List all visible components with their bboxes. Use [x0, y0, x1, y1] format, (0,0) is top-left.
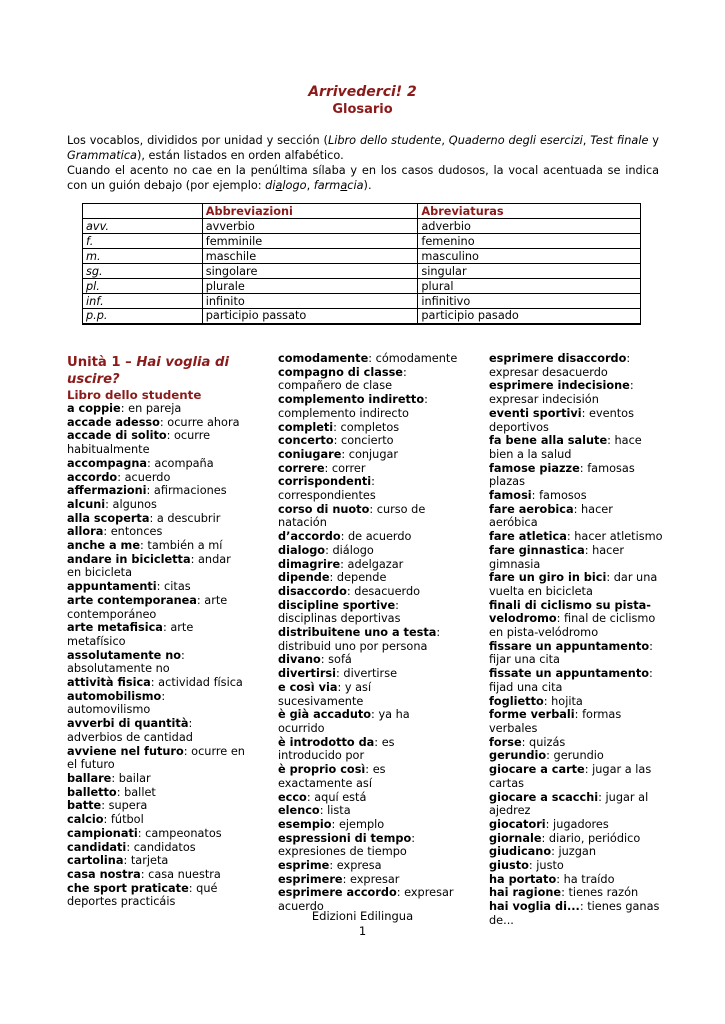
glossary-entry: fa bene alla salute: hace bien a la salud [489, 434, 642, 461]
glossary-translation: expresar acuerdo [278, 886, 454, 914]
table-row [83, 249, 641, 264]
glossary-term: dipende [278, 571, 330, 585]
glossary-entry: attività fisica: actividad física [67, 676, 243, 690]
glossary-entry: alcuni: algunos [67, 497, 157, 511]
table-cell: masculino [418, 249, 641, 264]
glossary-entry: corso di nuoto: curso de natación [278, 502, 426, 530]
glossary-column-3 [489, 352, 664, 928]
glossary-translation: conjugar [345, 447, 399, 461]
glossary-translation: supera [105, 799, 148, 813]
page-footer [0, 909, 725, 939]
glossary-entry: espressioni di tempo: expresiones de tiempo [278, 831, 416, 859]
glossary-term: fare ginnastica [489, 543, 585, 557]
glossary-term: accade di solito [67, 429, 167, 443]
glossary-translation: hacer atletismo [570, 530, 663, 544]
glossary-term: arte metafisica [67, 621, 163, 635]
glossary-translation: famosos [535, 489, 587, 503]
glossary-column-1 [67, 352, 245, 909]
table-cell: pl. [83, 279, 203, 294]
table-cell: inf. [83, 294, 203, 309]
glossary-term: accompagna [67, 456, 148, 470]
glossary-term: fare un giro in bici [489, 571, 607, 585]
glossary-entry: arte contemporanea: arte contemporáneo [67, 593, 228, 621]
glossary-translation: acuerdo [121, 470, 171, 484]
table-row [83, 309, 641, 324]
glossary-entry: foglietto: hojita [489, 694, 583, 708]
glossary-term: alcuni [67, 497, 106, 511]
glossary-entry: arte metafisica: arte metafísico [67, 621, 194, 648]
glossary-translation: a descubrir [153, 511, 221, 525]
glossary-entry: distribuitene uno a testa: distribuid uno por persona [278, 626, 441, 653]
glossary-term: divertirsi [278, 667, 336, 681]
glossary-term: esprimere accordo [278, 886, 397, 900]
table-cell: plurale [202, 279, 418, 294]
glossary-entry: forme verbali: formas verbales [489, 708, 622, 735]
glossary-term: giocatori [489, 817, 546, 831]
glossary-term: correre [278, 461, 325, 475]
glossary-term: espressioni di tempo [278, 831, 412, 845]
glossary-entry: complemento indiretto: complemento indirecto [278, 393, 428, 420]
glossary-term: esempio [278, 817, 332, 831]
glossary-entry: giornale: diario, periódico [489, 831, 641, 845]
table-cell: singolare [202, 264, 418, 279]
glossary-term: foglietto [489, 694, 544, 708]
glossary-translation: ocurre ahora [163, 415, 240, 429]
table-cell: avv. [83, 219, 203, 234]
glossary-column-2 [278, 352, 458, 914]
glossary-entry: correre: correr [278, 461, 366, 475]
table-cell: maschile [202, 249, 418, 264]
glossary-entry: accade di solito: ocurre habitualmente [67, 429, 211, 457]
glossary-entry: ballare: bailar [67, 771, 151, 785]
glossary-term: accordo [67, 470, 118, 484]
glossary-translation: expresar indecisión [489, 393, 599, 407]
glossary-term: balletto [67, 785, 117, 799]
glossary-translation: adelgazar [343, 557, 404, 571]
glossary-entry: a coppie: en pareja [67, 402, 182, 415]
glossary-term: discipline sportive [278, 598, 396, 612]
glossary-translation: formas verbales [489, 708, 622, 735]
table-header-row [83, 204, 641, 219]
glossary-translation: expresa [333, 859, 382, 873]
glossary-entry: corrispondenti: correspondientes [278, 475, 376, 503]
glossary-term: distribuitene uno a testa [278, 626, 437, 640]
glossary-translation: tienes ganas de... [489, 900, 660, 927]
glossary-translation: fijar una cita [489, 653, 560, 667]
glossary-entry: fare un giro in bici: dar una vuelta en bicicleta [489, 571, 658, 598]
glossary-entry: divertirsi: divertirse [278, 667, 398, 681]
table-cell: avverbio [202, 219, 418, 234]
glossary-term: comodamente [278, 352, 369, 365]
glossary-translation: tarjeta [127, 854, 169, 868]
glossary-translation: disciplinas deportivas [278, 612, 401, 626]
glossary-entry: forse: quizás [489, 735, 566, 749]
glossary-entry: finali di ciclismo su pista-velodromo: final de ciclismo en pista-velódromo [489, 598, 656, 640]
table-cell: infinito [202, 294, 418, 309]
glossary-entry: avviene nel futuro: ocurre en el futuro [67, 744, 245, 772]
glossary-entry: coniugare: conjugar [278, 447, 399, 461]
glossary-term: giocare a scacchi [489, 790, 599, 804]
glossary-term: forse [489, 735, 522, 749]
glossary-entry: esempio: ejemplo [278, 817, 385, 831]
glossary-translation: divertirse [339, 667, 398, 681]
glossary-translation: también a mí [143, 539, 223, 553]
section-title: Libro dello studente [67, 388, 202, 402]
glossary-term: avverbi di quantità [67, 717, 189, 731]
glossary-translation: casa nuestra [144, 867, 221, 881]
glossary-term: batte [67, 799, 102, 813]
glossary-entry: disaccordo: desacuerdo [278, 584, 421, 598]
glossary-term: candidati [67, 840, 127, 854]
glossary-term: allora [67, 525, 104, 539]
glossary-translation: qué deportes practicáis [67, 881, 218, 909]
glossary-term: dialogo [278, 543, 326, 557]
glossary-translation: quizás [525, 735, 566, 749]
glossary-term: disaccordo [278, 584, 347, 598]
table-row [83, 279, 641, 294]
glossary-translation: acompaña [150, 456, 214, 470]
glossary-term: eventi sportivi [489, 406, 582, 420]
page-number: 1 [358, 924, 367, 938]
glossary-entry: appuntamenti: citas [67, 580, 191, 594]
glossary-term: concerto [278, 434, 334, 448]
glossary-entry: fare aerobica: hacer aeróbica [489, 502, 613, 530]
glossary-entry: anche a me: también a mí [67, 539, 223, 553]
glossary-entry: balletto: ballet [67, 785, 156, 799]
publisher-name: Edizioni Edilingua [311, 909, 414, 923]
glossary-translation: bailar [115, 771, 151, 785]
table-cell: plural [418, 279, 641, 294]
title-block [0, 84, 725, 118]
glossary-translation: sofá [324, 653, 352, 667]
glossary-translation: diálogo [328, 543, 374, 557]
glossary-entry: accompagna: acompaña [67, 456, 214, 470]
glossary-term: corrispondenti [278, 475, 372, 489]
glossary-entry: allora: entonces [67, 525, 163, 539]
glossary-translation: absolutamente no [67, 662, 170, 676]
glossary-term: fare aerobica [489, 502, 574, 516]
table-cell: sg. [83, 264, 203, 279]
glossary-entry: esprime: expresa [278, 859, 382, 873]
glossary-term: appuntamenti [67, 580, 157, 594]
glossary-translation: adverbios de cantidad [67, 730, 193, 744]
glossary-entry: avverbi di quantità: adverbios de cantidad [67, 717, 193, 744]
glossary-term: a coppie [67, 402, 121, 415]
glossary-translation: afirmaciones [150, 484, 227, 498]
glossary-translation: completos [336, 420, 400, 434]
glossary-entry: d’accordo: de acuerdo [278, 530, 412, 544]
glossary-entry: giocare a carte: jugar a las cartas [489, 763, 652, 790]
glossary-translation: expresiones de tiempo [278, 845, 407, 859]
glossary-term: giusto [489, 859, 529, 873]
glossary-term: giocare a carte [489, 763, 585, 777]
glossary-entry: gerundio: gerundio [489, 749, 604, 763]
glossary-entry: assolutamente no: absolutamente no [67, 648, 185, 676]
glossary-term: affermazioni [67, 484, 147, 498]
glossary-entry: candidati: candidatos [67, 840, 196, 854]
abbreviations-table [82, 203, 641, 325]
glossary-term: divano [278, 653, 321, 667]
glossary-term: ha portato [489, 872, 557, 886]
glossary-term: che sport praticate [67, 881, 189, 895]
glossary-term: fissare un appuntamento [489, 639, 650, 653]
glossary-translation: ejemplo [335, 817, 385, 831]
glossary-translation: desacuerdo [350, 584, 421, 598]
glossary-entry: è proprio così: es exactamente así [278, 763, 386, 790]
glossary-translation: lista [323, 804, 351, 818]
glossary-term: esprime [278, 859, 330, 873]
table-cell: singular [418, 264, 641, 279]
glossary-entry: dialogo: diálogo [278, 543, 374, 557]
glossary-term: andare in bicicletta [67, 552, 191, 566]
glossary-entry: dimagrire: adelgazar [278, 557, 404, 571]
table-cell: adverbio [418, 219, 641, 234]
glossary-entry: accade adesso: ocurre ahora [67, 415, 240, 429]
glossary-entry: esprimere: expresar [278, 872, 400, 886]
glossary-translation: citas [160, 580, 191, 594]
glossary-translation: hojita [547, 694, 583, 708]
glossary-term: esprimere [278, 872, 343, 886]
glossary-translation: ocurre habitualmente [67, 429, 211, 457]
glossary-term: coniugare [278, 447, 342, 461]
glossary-translation: expresar desacuerdo [489, 365, 608, 379]
table-row [83, 294, 641, 309]
glossary-translation: ya ha ocurrido [278, 708, 410, 735]
glossary-translation: justo [532, 859, 564, 873]
glossary-entry: compagno di classe: compañero de clase [278, 365, 407, 393]
glossary-translation: hacer aeróbica [489, 502, 613, 530]
glossary-translation: hace bien a la salud [489, 434, 642, 461]
glossary-translation: compañero de clase [278, 379, 393, 393]
glossary-term: fare atletica [489, 530, 567, 544]
table-cell: participio pasado [418, 309, 641, 324]
glossary-entry: automobilismo: automovilismo [67, 689, 166, 717]
glossary-term: giudicano [489, 845, 552, 859]
table-cell: infinitivo [418, 294, 641, 309]
intro-text [67, 133, 659, 193]
glossary-translation: eventos deportivos [489, 406, 634, 434]
glossary-translation: entonces [107, 525, 163, 539]
glossary-translation: ha traído [560, 872, 615, 886]
glossary-entry: divano: sofá [278, 653, 352, 667]
glossary-translation: famosas plazas [489, 461, 635, 489]
glossary-term: calcio [67, 813, 104, 827]
glossary-term: forme verbali [489, 708, 575, 722]
glossary-entry: ha portato: ha traído [489, 872, 615, 886]
glossary-term: alla scoperta [67, 511, 150, 525]
glossary-term: casa nostra [67, 867, 141, 881]
glossary-term: corso di nuoto [278, 502, 370, 516]
glossary-translation: arte metafísico [67, 621, 194, 648]
table-row [83, 219, 641, 234]
table-cell: femenino [418, 234, 641, 249]
glossary-translation: gerundio [549, 749, 604, 763]
glossary-term: compagno di classe [278, 365, 403, 379]
glossary-entry: casa nostra: casa nuestra [67, 867, 221, 881]
glossary-entry: fissare un appuntamento: fijar una cita [489, 639, 653, 667]
glossary-term: fissate un appuntamento [489, 667, 649, 681]
glossary-term: automobilismo [67, 689, 162, 703]
glossary-translation: es introducido por [278, 735, 395, 763]
glossary-term: finali di ciclismo su pista-velodromo [489, 598, 651, 626]
glossary-term: hai ragione [489, 886, 562, 900]
glossary-translation: correspondientes [278, 489, 376, 503]
glossary-term: d’accordo [278, 530, 341, 544]
glossary-translation: arte contemporáneo [67, 593, 228, 621]
table-cell: m. [83, 249, 203, 264]
glossary-translation: ballet [120, 785, 156, 799]
glossary-term: giornale [489, 831, 542, 845]
glossary-entry: discipline sportive: disciplinas deportivas [278, 598, 401, 626]
glossary-entry: hai ragione: tienes razón [489, 886, 639, 900]
glossary-entry: famosi: famosos [489, 489, 587, 503]
glossary-translation: fútbol [107, 813, 144, 827]
glossary-term: ecco [278, 790, 307, 804]
glossary-term: campionati [67, 826, 138, 840]
glossary-entry: giusto: justo [489, 859, 564, 873]
glossary-entry: famose piazze: famosas plazas [489, 461, 635, 489]
glossary-translation: cómodamente [372, 352, 458, 365]
glossary-translation: distribuid uno por persona [278, 639, 428, 653]
glossary-entry: campionati: campeonatos [67, 826, 222, 840]
glossary-term: accade adesso [67, 415, 160, 429]
glossary-translation: hacer gimnasia [489, 543, 624, 571]
glossary-term: fa bene alla salute [489, 434, 608, 448]
glossary-term: elenco [278, 804, 320, 818]
glossary-translation: juzgan [554, 845, 596, 859]
glossary-term: cartolina [67, 854, 124, 868]
table-header-cell [83, 204, 203, 219]
glossary-entry: eventi sportivi: eventos deportivos [489, 406, 634, 434]
glossary-term: esprimere indecisione [489, 379, 630, 393]
glossary-entry: hai voglia di...: tienes ganas de... [489, 900, 660, 927]
glossary-entry: concerto: concierto [278, 434, 394, 448]
glossary-translation: jugar a las cartas [489, 763, 652, 790]
unit-title: Unità 1 – Hai voglia di uscire? [67, 355, 230, 387]
glossary-entry: accordo: acuerdo [67, 470, 171, 484]
glossary-term: è proprio così [278, 763, 366, 777]
table-cell: participio passato [202, 309, 418, 324]
glossary-entry: esprimere accordo: expresar acuerdo [278, 886, 454, 914]
glossary-entry: andare in bicicletta: andar en bicicleta [67, 552, 231, 580]
glossary-entry: batte: supera [67, 799, 148, 813]
glossary-translation: dar una vuelta en bicicleta [489, 571, 658, 598]
glossary-entry: completi: completos [278, 420, 400, 434]
glossary-translation: jugar al ajedrez [489, 790, 649, 818]
glossary-term: dimagrire [278, 557, 341, 571]
glossary-translation: y así sucesivamente [278, 680, 372, 708]
glossary-translation: fijad una cita [489, 680, 563, 694]
glossary-translation: en pareja [124, 402, 182, 415]
glossary-entry: affermazioni: afirmaciones [67, 484, 227, 498]
glossary-term: hai voglia di... [489, 900, 580, 914]
glossary-translation: expresar [346, 872, 400, 886]
glossary-translation: diario, periódico [545, 831, 641, 845]
glossary-translation: campeonatos [141, 826, 222, 840]
glossary-translation: correr [328, 461, 366, 475]
intro-paragraph-1: Los vocablos, divididos por unidad y sección (Libro dello studente, Quaderno degli esercizi, Test finale y Grammatica), están listados en orden alfabético. [67, 134, 659, 162]
glossary-entry: ecco: aquí está [278, 790, 367, 804]
table-cell: f. [83, 234, 203, 249]
glossary-entry: fissate un appuntamento: fijad una cita [489, 667, 653, 694]
glossary-entry: esprimere indecisione: expresar indecisión [489, 379, 634, 407]
table-row [83, 234, 641, 249]
intro-paragraph-2: Cuando el acento no cae en la penúltima sílaba y en los casos dudosos, la vocal acentuada se indica con un guión debajo (por ejemplo: dialogo, farmacia). [67, 164, 659, 192]
glossary-entry: giocare a scacchi: jugar al ajedrez [489, 790, 649, 818]
glossary-translation: es exactamente así [278, 763, 386, 790]
glossary-translation: de acuerdo [344, 530, 412, 544]
glossary-term: è introdotto da [278, 735, 375, 749]
glossary-translation: tienes razón [564, 886, 639, 900]
glossary-entry: e così via: y así sucesivamente [278, 680, 372, 708]
document-title: Arrivederci! 2 [308, 84, 417, 100]
glossary-entry: cartolina: tarjeta [67, 854, 169, 868]
glossary-entry: che sport praticate: qué deportes practicáis [67, 881, 218, 909]
glossary-entry: fare atletica: hacer atletismo [489, 530, 663, 544]
glossary-translation: aquí está [310, 790, 367, 804]
glossary-translation: actividad física [154, 676, 243, 690]
glossary-term: anche a me [67, 539, 140, 553]
glossary-term: è già accaduto [278, 708, 372, 722]
glossary-translation: concierto [337, 434, 394, 448]
glossary-translation: complemento indirecto [278, 406, 409, 420]
glossary-term: esprimere disaccordo [489, 352, 627, 365]
glossary-term: arte contemporanea [67, 593, 197, 607]
glossary-entry: giudicano: juzgan [489, 845, 596, 859]
glossary-term: gerundio [489, 749, 547, 763]
glossary-term: assolutamente no [67, 648, 182, 662]
glossary-entry: comodamente: cómodamente [278, 352, 458, 365]
glossary-entry: elenco: lista [278, 804, 351, 818]
glossary-translation: jugadores [549, 817, 609, 831]
glossary-translation: candidatos [130, 840, 196, 854]
glossary-entry: dipende: depende [278, 571, 387, 585]
glossary-translation: andar en bicicleta [67, 552, 231, 580]
glossary-term: e così via [278, 680, 338, 694]
glossary-term: completi [278, 420, 334, 434]
glossary-translation: curso de natación [278, 502, 426, 530]
table-header-cell: Abbreviazioni [202, 204, 418, 219]
glossary-term: complemento indiretto [278, 393, 425, 407]
document-subtitle: Glosario [332, 102, 393, 117]
glossary-entry: alla scoperta: a descubrir [67, 511, 221, 525]
glossary-entry: è già accaduto: ya ha ocurrido [278, 708, 410, 735]
glossary-term: famosi [489, 489, 532, 503]
glossary-entry: giocatori: jugadores [489, 817, 609, 831]
glossary-term: attività fisica [67, 676, 151, 690]
glossary-term: avviene nel futuro [67, 744, 184, 758]
glossary-term: famose piazze [489, 461, 580, 475]
glossary-translation: final de ciclismo en pista-velódromo [489, 612, 656, 640]
glossary-entry: esprimere disaccordo: expresar desacuerdo [489, 352, 631, 379]
glossary-translation: ocurre en el futuro [67, 744, 245, 772]
glossary-entry: fare ginnastica: hacer gimnasia [489, 543, 624, 571]
glossary-translation: automovilismo [67, 703, 151, 717]
table-cell: p.p. [83, 309, 203, 324]
glossary-entry: è introdotto da: es introducido por [278, 735, 395, 763]
glossary-entry: calcio: fútbol [67, 813, 144, 827]
glossary-term: ballare [67, 771, 112, 785]
table-header-cell: Abreviaturas [418, 204, 641, 219]
table-row [83, 264, 641, 279]
table-cell: femminile [202, 234, 418, 249]
glossary-translation: algunos [108, 497, 157, 511]
glossary-translation: depende [333, 571, 387, 585]
